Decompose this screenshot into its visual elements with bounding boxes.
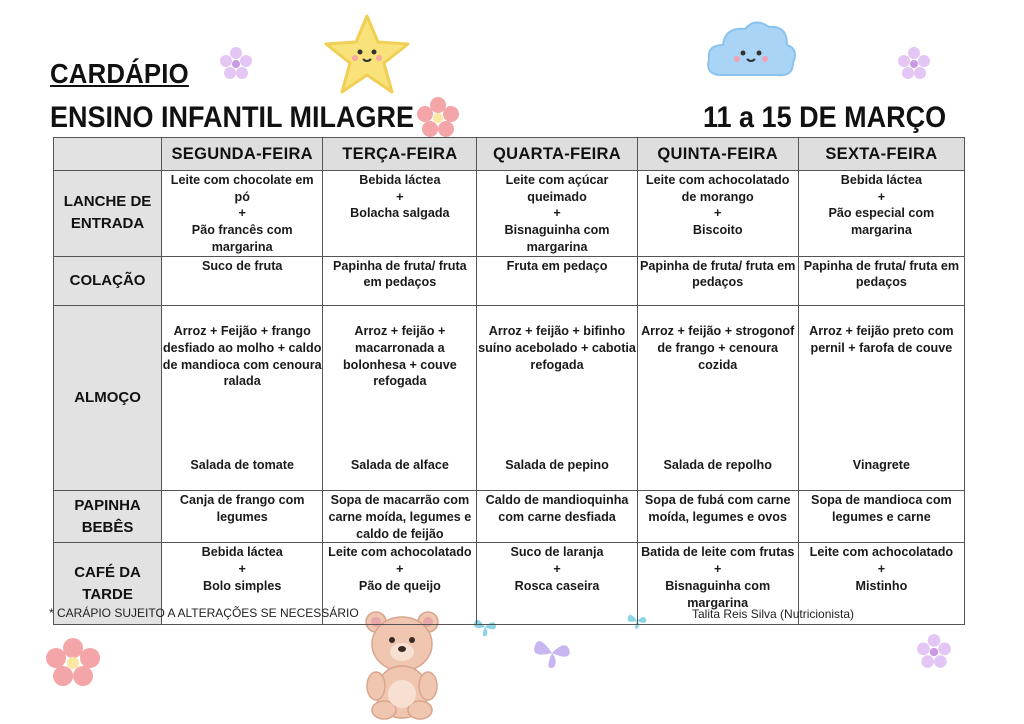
menu-cell: Leite com achocolatado de morango + Biscoito [637,171,798,257]
menu-cell: Suco de fruta [162,256,323,305]
meal-name: ALMOÇO [54,305,162,491]
date-range: 11 a 15 DE MARÇO [703,101,947,134]
flower-icon [218,45,254,81]
menu-cell: Papinha de fruta/ fruta em pedaços [323,256,477,305]
day-header-tuesday: TERÇA-FEIRA [323,138,477,171]
meal-name: COLAÇÃO [54,256,162,305]
menu-cell: Arroz + Feijão + frango desfiado ao molho + caldo de mandioca com cenoura ralada Salada de tomate [162,305,323,491]
menu-cell: Bebida láctea + Bolacha salgada [323,171,477,257]
star-icon [322,12,412,98]
menu-table [53,137,965,625]
menu-cell: Leite com achocolatado + Mistinho [798,543,964,625]
meal-name: CAFÉ DA TARDE [54,543,162,625]
menu-cell: Canja de frango com legumes [162,491,323,543]
table-row [54,491,965,543]
menu-cell: Leite com chocolate em pó + Pão francês com margarina [162,171,323,257]
school-name: ENSINO INFANTIL MILAGRE [50,101,415,134]
menu-cell: Bebida láctea + Pão especial com margarina [798,171,964,257]
menu-cell: Bebida láctea + Bolo simples [162,543,323,625]
menu-cell: Sopa de fubá com carne moída, legumes e ovos [637,491,798,543]
menu-cell: Suco de laranja + Rosca caseira [477,543,637,625]
day-header-wednesday: QUARTA-FEIRA [477,138,637,171]
menu-cell: Leite com açúcar queimado + Bisnaguinha com margarina [477,171,637,257]
page-title: CARDÁPIO [50,58,189,89]
day-header-thursday: QUINTA-FEIRA [637,138,798,171]
menu-cell: Papinha de fruta/ fruta em pedaços [637,256,798,305]
nutritionist-signature: Talita Reis Silva (Nutricionista) [692,607,855,621]
menu-cell: Arroz + feijão preto com pernil + farofa de couve Vinagrete [798,305,964,491]
table-row [54,171,965,257]
cloud-icon [703,15,799,87]
menu-cell: Arroz + feijão + strogonof de frango + cenoura cozida Salada de repolho [637,305,798,491]
menu-cell: Arroz + feijão + macarronada a bolonhesa + couve refogada Salada de alface [323,305,477,491]
menu-cell: Batida de leite com frutas + Bisnaguinha com margarina [637,543,798,625]
menu-cell: Leite com achocolatado + Pão de queijo [323,543,477,625]
day-header-monday: SEGUNDA-FEIRA [162,138,323,171]
flower-icon [415,96,461,138]
table-row [54,256,965,305]
menu-cell: Arroz + feijão + bifinho suíno acebolado + cabotia refogada Salada de pepino [477,305,637,491]
table-header-row [54,138,965,171]
menu-cell: Caldo de mandioquinha com carne desfiada [477,491,637,543]
flower-icon [915,632,953,670]
corner-cell [54,138,162,171]
menu-cell: Papinha de fruta/ fruta em pedaços [798,256,964,305]
flower-icon [44,638,102,686]
day-header-friday: SEXTA-FEIRA [798,138,964,171]
meal-name: LANCHE DE ENTRADA [54,171,162,257]
meal-name: PAPINHA BEBÊS [54,491,162,543]
table-row [54,305,965,491]
flower-icon [896,45,932,81]
menu-cell: Fruta em pedaço [477,256,637,305]
menu-cell: Sopa de mandioca com legumes e carne [798,491,964,543]
disclaimer-note: * CARÁPIO SUJEITO A ALTERAÇÕES SE NECESSÁRIO [49,606,359,620]
menu-cell: Sopa de macarrão com carne moída, legumes e caldo de feijão [323,491,477,543]
butterfly-icon [530,632,574,674]
